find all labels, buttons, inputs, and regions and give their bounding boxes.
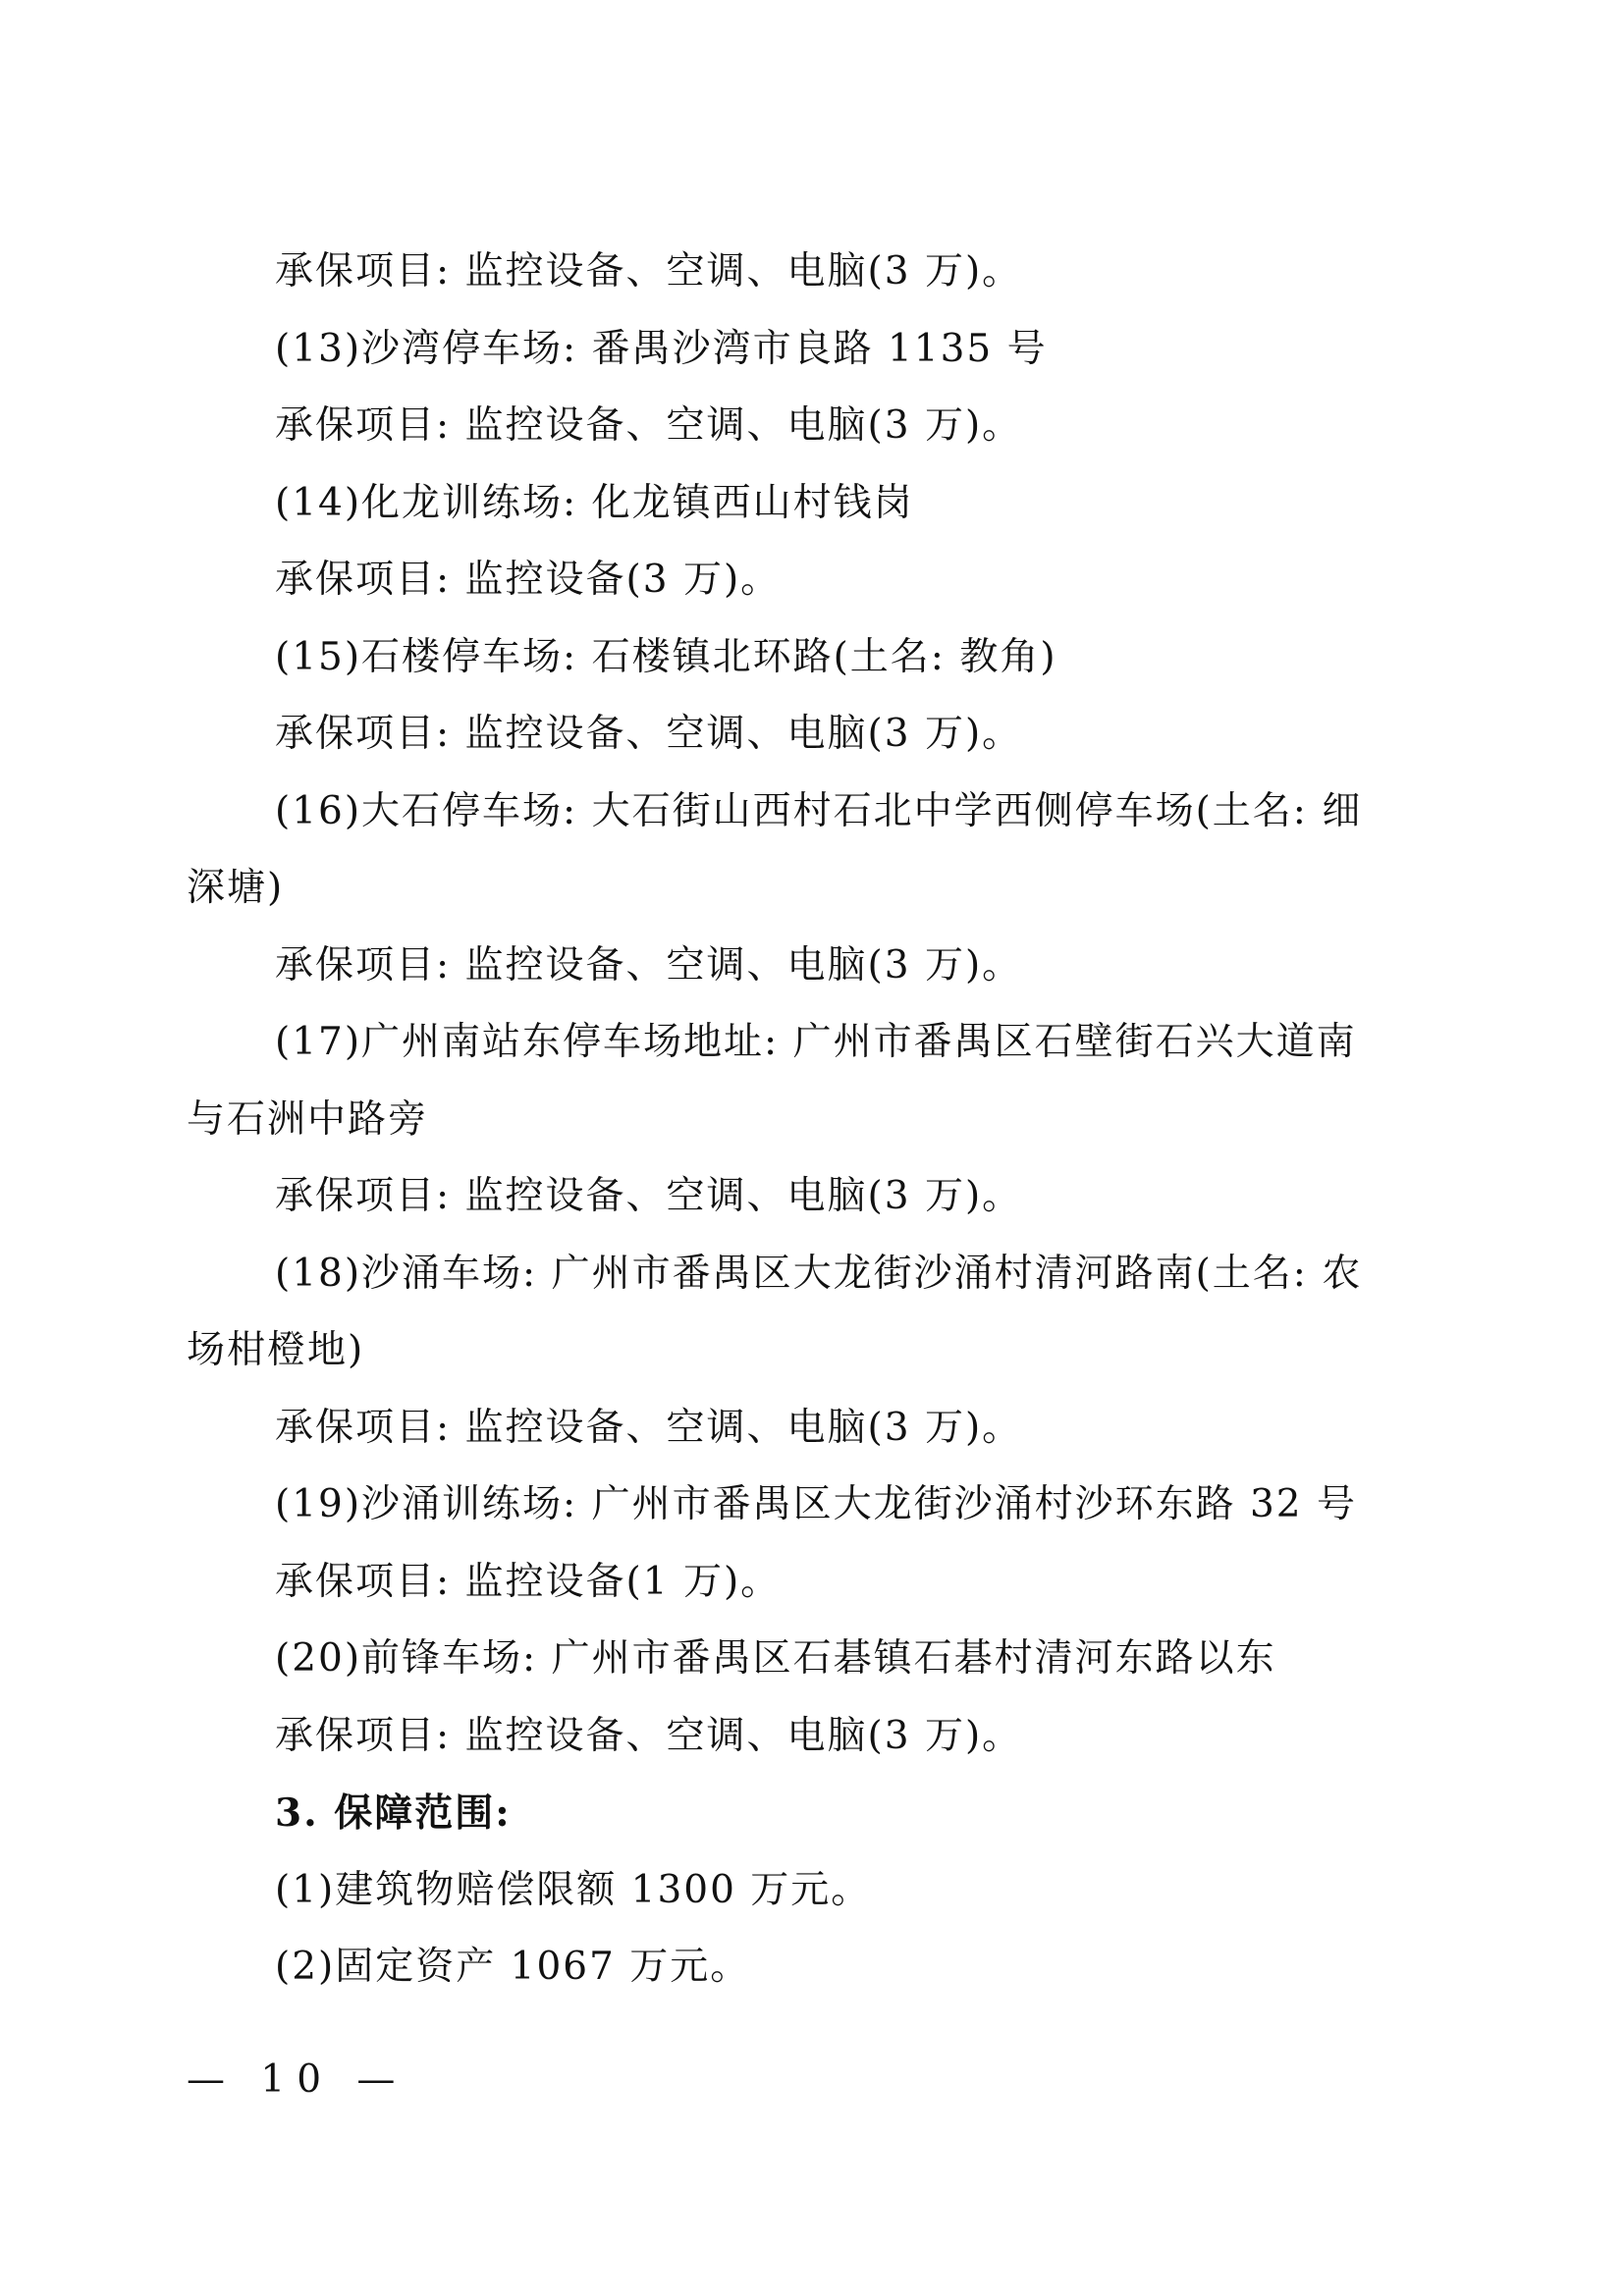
text-line: 承保项目: 监控设备、空调、电脑(3 万)。 [275, 942, 1023, 988]
page-number: — 10 — [187, 2057, 407, 2102]
text-line: (2)固定资产 1067 万元。 [275, 1945, 751, 1989]
text-line: (16)大石停车场: 大石街山西村石北中学西侧停车场(土名: 细 [275, 788, 1363, 833]
section-heading: 3. 保障范围: [275, 1790, 512, 1836]
text-line: (17)广州南站东停车场地址: 广州市番禺区石壁街石兴大道南 [275, 1020, 1357, 1064]
text-line: (18)沙涌车场: 广州市番禺区大龙街沙涌村清河路南(土名: 农 [275, 1251, 1363, 1296]
text-line: (20)前锋车场: 广州市番禺区石碁镇石碁村清河东路以东 [275, 1636, 1276, 1681]
text-line: (19)沙涌训练场: 广州市番禺区大龙街沙涌村沙环东路 32 号 [275, 1482, 1358, 1526]
text-line: (15)石楼停车场: 石楼镇北环路(土名: 教角) [275, 634, 1057, 679]
text-line: 承保项目: 监控设备(3 万)。 [275, 558, 782, 602]
text-line: 承保项目: 监控设备、空调、电脑(3 万)。 [275, 403, 1023, 448]
text-line: (1)建筑物赔偿限额 1300 万元。 [275, 1867, 872, 1912]
text-line: 承保项目: 监控设备、空调、电脑(3 万)。 [275, 1713, 1023, 1758]
text-line: 承保项目: 监控设备(1 万)。 [275, 1559, 782, 1604]
text-line: 承保项目: 监控设备、空调、电脑(3 万)。 [275, 249, 1023, 294]
text-line: 与石洲中路旁 [187, 1096, 429, 1142]
text-line: 场柑橙地) [187, 1328, 365, 1372]
text-line: (13)沙湾停车场: 番禺沙湾市良路 1135 号 [275, 326, 1048, 371]
document-body [187, 234, 1453, 2006]
text-line: 承保项目: 监控设备、空调、电脑(3 万)。 [275, 1405, 1023, 1450]
text-line: 深塘) [187, 866, 285, 910]
text-line: (14)化龙训练场: 化龙镇西山村钱岗 [275, 480, 914, 525]
text-line: 承保项目: 监控设备、空调、电脑(3 万)。 [275, 712, 1023, 756]
text-line: 承保项目: 监控设备、空调、电脑(3 万)。 [275, 1174, 1023, 1218]
